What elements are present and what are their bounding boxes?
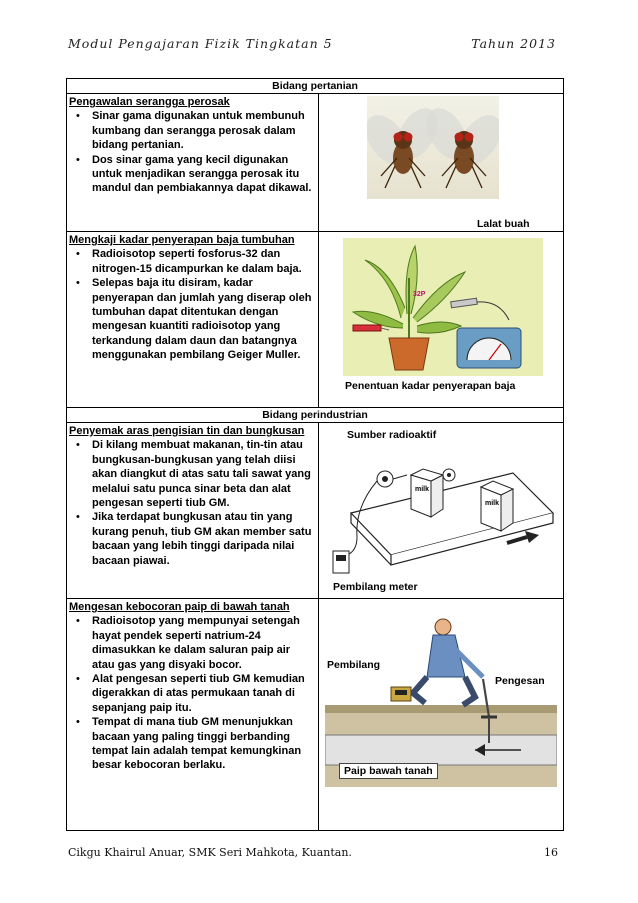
detector-label: Pengesan [495,675,545,687]
carton-label: milk [415,486,430,493]
table-row-pest-control [67,94,563,232]
row-text [69,600,315,773]
underground-pipe-label: Paip bawah tanah [339,763,438,779]
bullet-item: • Jika terdapat bungkusan atau tin yang kurang penuh, tiub GM akan member satu bacaan yang lebih tinggi daripada nilai bacaan piawai. [92,510,315,568]
figure-caption: Lalat buah [477,218,530,230]
content-table [66,78,564,831]
plant-experiment-illustration [343,238,543,376]
row-text [69,424,315,568]
counter-label: Pembilang [327,659,381,671]
bullet-item: • Radioisotop seperti fosforus-32 dan nitrogen-15 dicampurkan ke dalam baja. [92,247,315,276]
footer-author: Cikgu Khairul Anuar, SMK Seri Mahkota, Kuantan. [68,846,352,859]
bullet-list [69,109,315,195]
bullet-item: • Sinar gama digunakan untuk membunuh kumbang dan serangga perosak dalam bidang pertanian. [92,109,315,152]
table-row-fertilizer-absorption [67,232,563,408]
row-title: Mengesan kebocoran paip di bawah tanah [69,601,290,613]
carton-label: milk [485,500,500,507]
row-figure [319,232,563,407]
section-heading-industry: Bidang perindustrian [67,408,563,423]
row-text [69,95,315,196]
bullet-item: • Tempat di mana tiub GM menunjukkan bacaan yang paling tinggi berbanding tempat lain adalah tempat kemungkinan besar kebocoran berlaku. [92,715,315,773]
bullet-item: • Selepas baja itu disiram, kadar penyerapan dan jumlah yang diserap oleh tumbuhan dapat ditentukan dengan mengesan kuantiti radioisotop yang terkandung dalam daun dan batangnya menggunakan pembilang Geiger Muller. [92,276,315,362]
meter-counter-label: Pembilang meter [333,581,418,593]
row-title: Mengkaji kadar penyerapan baja tumbuhan [69,234,295,246]
plant-and-geiger-counter [343,238,543,376]
table-row-container-filling [67,423,563,599]
fruit-fly-illustration [367,96,499,199]
bullet-list [69,438,315,568]
header-year: Tahun 2013 [471,36,556,51]
bullet-list [69,614,315,772]
bullet-item: • Di kilang membuat makanan, tin-tin atau bungkusan-bungkusan yang telah diisi akan diangkut di atas satu tali sawat yang melalui satu punca sinar beta dan alat pengesan seperti tiub GM. [92,438,315,510]
row-figure [319,599,563,831]
row-title: Penyemak aras pengisian tin dan bungkusan [69,425,305,437]
header-module-title: Modul Pengajaran Fizik Tingkatan 5 [68,36,333,51]
section-heading-agriculture: Bidang pertanian [67,79,563,94]
figure-caption: Penentuan kadar penyerapan baja [345,380,516,392]
row-figure [319,94,563,231]
pipe-detection-illustration [325,617,557,787]
bullet-item: • Dos sinar gama yang kecil digunakan untuk menjadikan serangga perosak itu mandul dan pembiakannya dapat dikawal. [92,153,315,196]
row-figure [319,423,563,598]
table-row-pipe-leak [67,599,563,831]
row-text [69,233,315,363]
bullet-list [69,247,315,362]
row-title: Pengawalan serangga perosak [69,96,230,108]
bullet-item: • Radioisotop yang mempunyai setengah hayat pendek seperti natrium-24 dimasukkan ke dalam saluran paip air atau gas yang disyaki bocor. [92,614,315,672]
bullet-item: • Alat pengesan seperti tiub GM kemudian digerakkan di atas permukaan tanah di sepanjang paip itu. [92,672,315,715]
p32-label: 32P [413,291,426,298]
conveyor-belt-illustration [327,447,559,577]
fruit-fly-photo [367,96,499,199]
page-number: 16 [544,846,558,859]
radioactive-source-label: Sumber radioaktif [347,429,437,441]
